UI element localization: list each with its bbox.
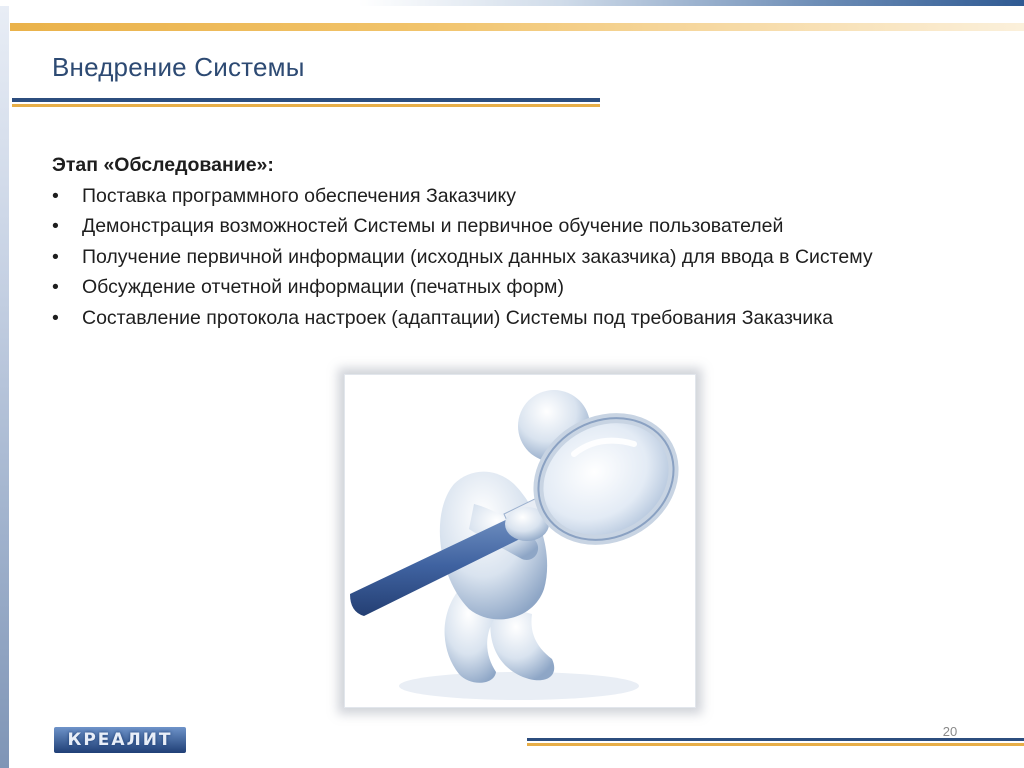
bullet-text: Получение первичной информации (исходных данных заказчика) для ввода в Систему — [82, 245, 873, 268]
company-logo-text: КРЕАЛИТ — [67, 730, 173, 750]
bullet-item — [52, 303, 998, 334]
footer-underline-gold — [527, 743, 1024, 746]
page-number: 20 — [942, 724, 958, 739]
bullet-item — [52, 242, 998, 273]
bullet-marker: • — [52, 184, 59, 207]
bullet-text: Обсуждение отчетной информации (печатных форм) — [82, 276, 564, 298]
magnifier-figure-illustration — [344, 374, 696, 708]
top-gold-bar — [10, 23, 1024, 31]
bullet-marker: • — [52, 245, 59, 268]
top-blue-bar — [0, 0, 1024, 6]
title-underline-blue — [12, 98, 600, 102]
stage-label: Этап «Обследование»: — [52, 154, 274, 176]
bullet-text: Демонстрация возможностей Системы и первичное обучение пользователей — [82, 215, 784, 237]
title-underline-gold — [12, 104, 600, 107]
bullet-marker: • — [52, 306, 59, 329]
figure-with-magnifying-glass-icon — [344, 374, 696, 708]
bullet-marker: • — [52, 215, 59, 237]
left-decor-strip — [0, 0, 9, 768]
bullet-item — [52, 272, 998, 303]
bullet-item — [52, 181, 998, 212]
slide-title: Внедрение Системы — [52, 52, 305, 82]
bullet-item — [52, 211, 998, 242]
bullet-list — [52, 181, 998, 334]
bullet-text: Поставка программного обеспечения Заказчику — [82, 184, 517, 207]
bullet-marker: • — [52, 276, 59, 298]
slide-body — [52, 150, 998, 333]
bullet-text: Составление протокола настроек (адаптации) Системы под требования Заказчика — [82, 306, 834, 329]
